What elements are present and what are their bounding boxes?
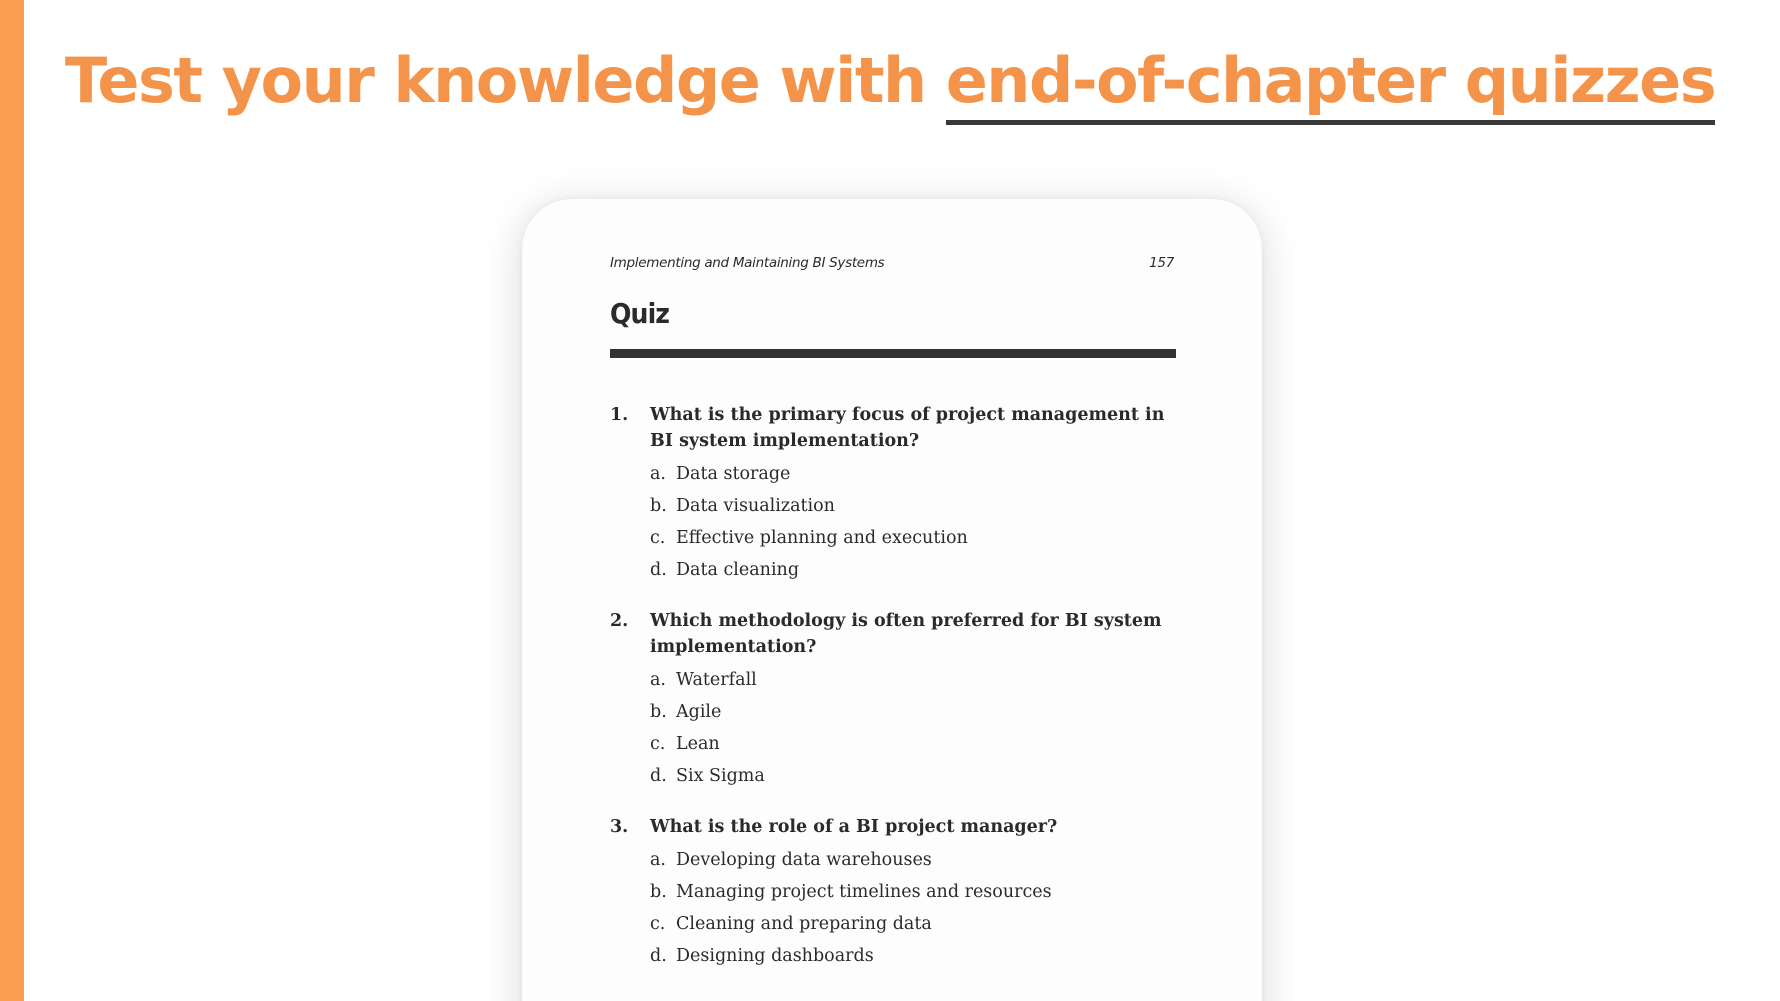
running-title: Implementing and Maintaining BI Systems bbox=[610, 255, 885, 271]
option-list bbox=[610, 844, 1170, 972]
question-heading bbox=[610, 814, 1170, 840]
option-text: Waterfall bbox=[676, 670, 757, 690]
quiz-title: Quiz bbox=[610, 297, 670, 330]
question-number: 3. bbox=[610, 817, 629, 837]
option-text: Data cleaning bbox=[676, 560, 800, 580]
option-text: Data visualization bbox=[676, 496, 835, 516]
option-letter: b. bbox=[650, 882, 667, 902]
question-heading bbox=[610, 402, 1170, 454]
option-text: Managing project timelines and resources bbox=[676, 882, 1052, 902]
option-letter: a. bbox=[650, 850, 666, 870]
headline-prefix: Test your knowledge with bbox=[64, 44, 946, 117]
question-text: Which methodology is often preferred for BI system implementation? bbox=[650, 611, 1162, 657]
option-letter: a. bbox=[650, 670, 666, 690]
option-list bbox=[610, 664, 1170, 792]
option-item bbox=[650, 458, 1170, 490]
title-rule bbox=[610, 349, 1176, 358]
option-item bbox=[650, 908, 1170, 940]
page-number: 157 bbox=[1149, 255, 1174, 271]
question-number: 2. bbox=[610, 611, 629, 631]
question-number: 1. bbox=[610, 405, 629, 425]
option-list bbox=[610, 458, 1170, 586]
question-item bbox=[610, 608, 1170, 792]
option-text: Developing data warehouses bbox=[676, 850, 932, 870]
option-text: Six Sigma bbox=[676, 766, 765, 786]
option-text: Data storage bbox=[676, 464, 791, 484]
option-item bbox=[650, 844, 1170, 876]
option-item bbox=[650, 664, 1170, 696]
headline bbox=[0, 36, 1780, 126]
option-item bbox=[650, 522, 1170, 554]
option-text: Effective planning and execution bbox=[676, 528, 968, 548]
option-text: Cleaning and preparing data bbox=[676, 914, 932, 934]
option-item bbox=[650, 876, 1170, 908]
option-letter: c. bbox=[650, 914, 666, 934]
question-item bbox=[610, 814, 1170, 972]
question-text: What is the role of a BI project manager? bbox=[650, 817, 1058, 837]
option-text: Agile bbox=[676, 702, 722, 722]
option-item bbox=[650, 554, 1170, 586]
option-item bbox=[650, 490, 1170, 522]
option-letter: c. bbox=[650, 528, 666, 548]
book-page-card bbox=[522, 199, 1262, 1001]
question-heading bbox=[610, 608, 1170, 660]
option-letter: a. bbox=[650, 464, 666, 484]
running-head bbox=[610, 255, 1174, 271]
option-letter: c. bbox=[650, 734, 666, 754]
option-item bbox=[650, 760, 1170, 792]
option-letter: b. bbox=[650, 702, 667, 722]
option-letter: d. bbox=[650, 560, 667, 580]
option-text: Designing dashboards bbox=[676, 946, 874, 966]
option-text: Lean bbox=[676, 734, 720, 754]
accent-bar bbox=[0, 0, 24, 1001]
option-item bbox=[650, 728, 1170, 760]
option-letter: b. bbox=[650, 496, 667, 516]
option-item bbox=[650, 940, 1170, 972]
question-text: What is the primary focus of project management in BI system implementation? bbox=[650, 405, 1165, 451]
question-item bbox=[610, 402, 1170, 586]
option-item bbox=[650, 696, 1170, 728]
option-letter: d. bbox=[650, 946, 667, 966]
question-list bbox=[610, 402, 1170, 994]
headline-highlight: end-of-chapter quizzes bbox=[946, 42, 1715, 125]
option-letter: d. bbox=[650, 766, 667, 786]
